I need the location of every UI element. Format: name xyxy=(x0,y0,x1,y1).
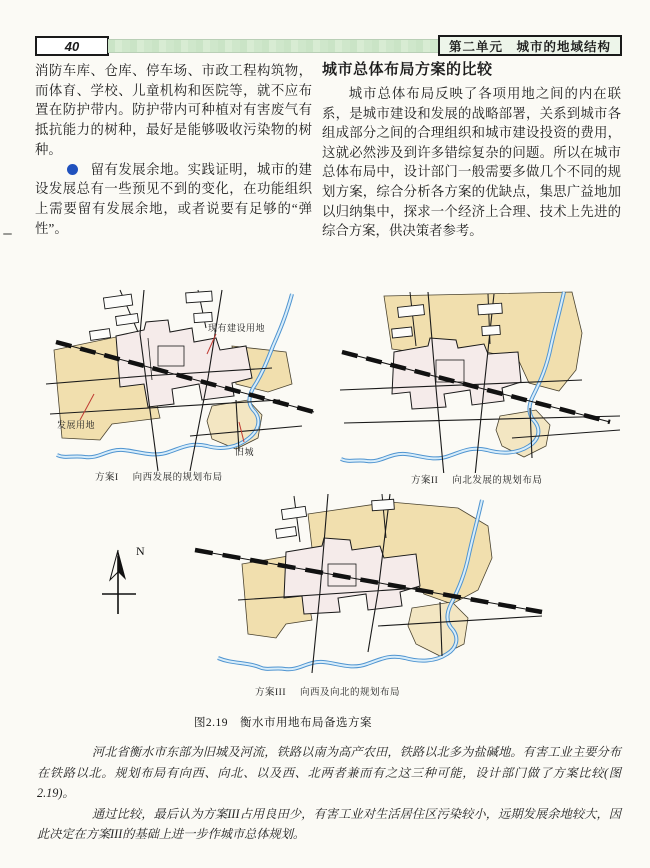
left-column xyxy=(35,61,312,238)
map-plan2 xyxy=(332,288,622,473)
compass-north-arrow xyxy=(102,550,136,614)
caption-plan3 xyxy=(255,684,400,698)
right-paragraph: 城市总体布局反映了各项用地之间的内在联系，是城市建设和发展的战略部署，关系到城市各组成部分之间的合理组织和城市建设投资的费用，这就必然涉及到许多错综复杂的问题。所以在城市总体布局中，设计部门一般需要多做几个不同的规划方案，综合分析各方案的优缺点，集思广益地加以归纳集中，探求一个经济上合理、技术上先进的综合方案，供决策者参考。 xyxy=(322,86,621,239)
caption-plan3-text: 向西及向北的规划布局 xyxy=(300,688,401,698)
section-heading: 城市总体布局方案的比较 xyxy=(322,61,493,78)
note-paragraph-1: 河北省衡水市东部为旧城及河流，铁路以南为高产农田，铁路以北多为盐碱地。有害工业主要分布在铁路以北。规划布局有向西、向北、以及西、北两者兼而有之这三种可能，设计部门做了方案比较(图2.19)。 xyxy=(37,745,621,800)
bullet-dot-icon xyxy=(67,164,78,175)
note-paragraph-2: 通过比较，最后认为方案III占用良田少，有害工业对生活居住区污染较小，远期发展余地较大，因此决定在方案III的基础上进一步作城市总体规划。 xyxy=(37,806,621,841)
case-notes xyxy=(37,742,621,845)
left-paragraph: 消防车库、仓库、停车场、市政工程构筑物，而体育、学校、儿童机构和医院等，就不应布置在防护带内。防护带内可种植对有害废气有抵抗能力的树种，最好是能够吸收污染物的树种。 xyxy=(35,63,312,157)
caption-plan2-text: 向北发展的规划布局 xyxy=(452,476,543,486)
caption-plan1-text: 向西发展的规划布局 xyxy=(132,473,223,483)
label-old-city: 旧城 xyxy=(235,447,255,457)
figure-caption: 图2.19 衡水市用地布局备选方案 xyxy=(193,717,373,729)
caption-plan2-label: 方案II xyxy=(411,476,439,486)
label-development-land: 发展用地 xyxy=(57,420,96,430)
map-plan3-svg xyxy=(90,492,550,675)
bullet-text: 留有发展余地。实践证明，城市的建设发展总有一些预见不到的变化，在功能组织上需要留有发展余地，或者说要有足够的“弹性”。 xyxy=(35,161,312,236)
unit-title-box xyxy=(438,35,622,56)
map-plan2-svg xyxy=(332,288,622,473)
bullet-paragraph xyxy=(35,160,312,239)
map-plan3 xyxy=(90,492,550,675)
scan-artifact xyxy=(3,233,12,235)
right-column xyxy=(322,58,621,241)
page-number: 40 xyxy=(64,38,80,54)
map-plan1-svg xyxy=(40,288,320,473)
page-number-box xyxy=(35,36,109,56)
unit-title: 第二单元 城市的地域结构 xyxy=(448,39,611,54)
caption-plan1-label: 方案I xyxy=(95,473,119,483)
caption-plan2 xyxy=(411,472,542,486)
compass-n-label: N xyxy=(136,544,145,558)
caption-plan1 xyxy=(95,469,223,483)
label-existing-land: 现有建设用地 xyxy=(208,323,266,333)
caption-plan3-label: 方案III xyxy=(255,688,286,698)
map-plan1 xyxy=(40,288,320,473)
